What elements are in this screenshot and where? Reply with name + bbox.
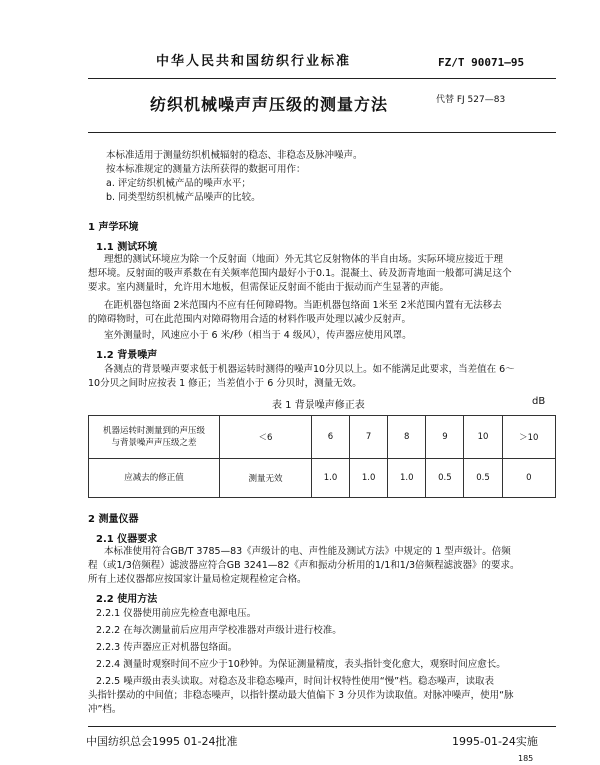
section-2-heading: 2 测量仪器 <box>88 514 139 525</box>
correction-table <box>88 415 556 498</box>
section-1-heading: 1 声学环境 <box>88 222 139 233</box>
paragraph-line: 10分贝之间时应按表 1 修正；当差值小于 6 分贝时，测量无效。 <box>88 378 362 389</box>
list-item: 2.2.1 仪器使用前应先检查电源电压。 <box>96 608 257 619</box>
intro-line: 按本标准规定的测量方法所获得的数据可用作： <box>106 164 306 175</box>
table-row-label <box>89 416 220 459</box>
table-row <box>89 416 556 459</box>
paragraph-line: 的障碍物时，可在此范围内对障碍物用合适的材料作吸声处理以减少反射声。 <box>88 314 412 325</box>
table-cell: 10 <box>464 416 502 459</box>
table-cell: ＞10 <box>502 416 555 459</box>
table-cell: 0.5 <box>426 459 464 498</box>
table-caption: 表 1 背景噪声修正表 <box>272 400 365 411</box>
table-row <box>89 459 556 498</box>
table-unit: dB <box>532 396 546 407</box>
list-item: 2.2.2 在每次测量前后应用声学校准器对声级计进行校准。 <box>96 625 342 636</box>
list-item: 2.2.3 传声器应正对机器包络面。 <box>96 642 238 653</box>
paragraph-line: 本标准使用符合GB/T 3785—83《声级计的电、声性能及测试方法》中规定的 1 型声级计。倍频 <box>104 546 511 557</box>
table-cell: 1.0 <box>350 459 388 498</box>
paragraph-line: 要求。室内测量时，允许用木地板，但需保证反射面不能由于振动而产生显著的声能。 <box>88 282 450 293</box>
paragraph-line: 各测点的背景噪声要求低于机器运转时测得的噪声10分贝以上。如不能满足此要求，当差值在 6～ <box>104 364 515 375</box>
table-cell: 0 <box>502 459 555 498</box>
paragraph-line: 所有上述仪器都应按国家计量局检定规程检定合格。 <box>88 574 307 585</box>
table-row-label: 应减去的修正值 <box>89 459 220 498</box>
implementation-date: 1995-01-24实施 <box>452 735 538 748</box>
label-line: 机器运转时测量到的声压级 <box>102 426 205 436</box>
title-rule <box>88 132 556 133</box>
header-rule <box>88 78 556 79</box>
table-cell: ＜6 <box>220 416 312 459</box>
table-cell: 1.0 <box>388 459 426 498</box>
paragraph-line: 室外测量时，风速应小于 6 米/秒（相当于 4 级风），传声器应使用风罩。 <box>104 330 412 341</box>
section-1-2-heading: 1.2 背景噪声 <box>96 350 158 361</box>
paragraph-line: 理想的测试环境应为除一个反射面（地面）外无其它反射物体的半自由场。实际环境应接近于理 <box>104 254 504 265</box>
table-cell: 9 <box>426 416 464 459</box>
list-item: 2.2.4 测量时观察时间不应少于10秒钟。为保证测量精度，表头指针变化愈大，观察时间应愈长。 <box>96 659 506 670</box>
table-cell: 1.0 <box>311 459 349 498</box>
table-cell: 测量无效 <box>220 459 312 498</box>
list-item-continued: 冲”档。 <box>88 704 122 715</box>
table-cell: 7 <box>350 416 388 459</box>
paragraph-line: 程（或1/3倍频程）滤波器应符合GB 3241—82《声和振动分析用的1/1和1/3倍频程滤波器》的要求。 <box>88 560 520 571</box>
intro-line: 本标准适用于测量纺织机械辐射的稳态、非稳态及脉冲噪声。 <box>106 150 363 161</box>
document-title: 纺织机械噪声声压级的测量方法 <box>150 95 389 114</box>
table-cell: 6 <box>311 416 349 459</box>
paragraph-line: 想环境。反射面的吸声系数在有关频率范围内最好小于0.1。混凝土、砖及沥青地面一般都可满足这个 <box>88 268 512 279</box>
page-number: 185 <box>518 754 534 763</box>
section-2-2-heading: 2.2 使用方法 <box>96 594 158 605</box>
section-2-1-heading: 2.1 仪器要求 <box>96 534 158 545</box>
intro-item-b: b. 同类型纺织机械产品噪声的比较。 <box>106 192 261 203</box>
approval-date: 中国纺织总会1995 01-24批准 <box>86 735 238 748</box>
table-cell: 0.5 <box>464 459 502 498</box>
label-line: 与背景噪声声压级之差 <box>111 438 197 448</box>
standard-code: FZ/T 90071—95 <box>438 56 525 69</box>
footer-rule <box>88 726 556 727</box>
list-item: 2.2.5 噪声级由表头读取。对稳态及非稳态噪声，时间计权特性使用“慢”档。稳态噪声，读取表 <box>96 676 495 687</box>
paragraph-line: 在距机器包络面 2米范围内不应有任何障碍物。当距机器包络面 1米至 2米范围内置有无法移去 <box>104 300 502 311</box>
replaces-note: 代替 FJ 527—83 <box>436 95 506 105</box>
standard-title: 中华人民共和国纺织行业标准 <box>156 54 352 69</box>
section-1-1-heading: 1.1 测试环境 <box>96 242 158 253</box>
intro-item-a: a. 评定纺织机械产品的噪声水平； <box>106 178 251 189</box>
table-cell: 8 <box>388 416 426 459</box>
list-item-continued: 头指针摆动的中间值；非稳态噪声，以指针摆动最大值偏下 3 分贝作为读取值。对脉冲噪声，使用“脉 <box>88 690 514 701</box>
